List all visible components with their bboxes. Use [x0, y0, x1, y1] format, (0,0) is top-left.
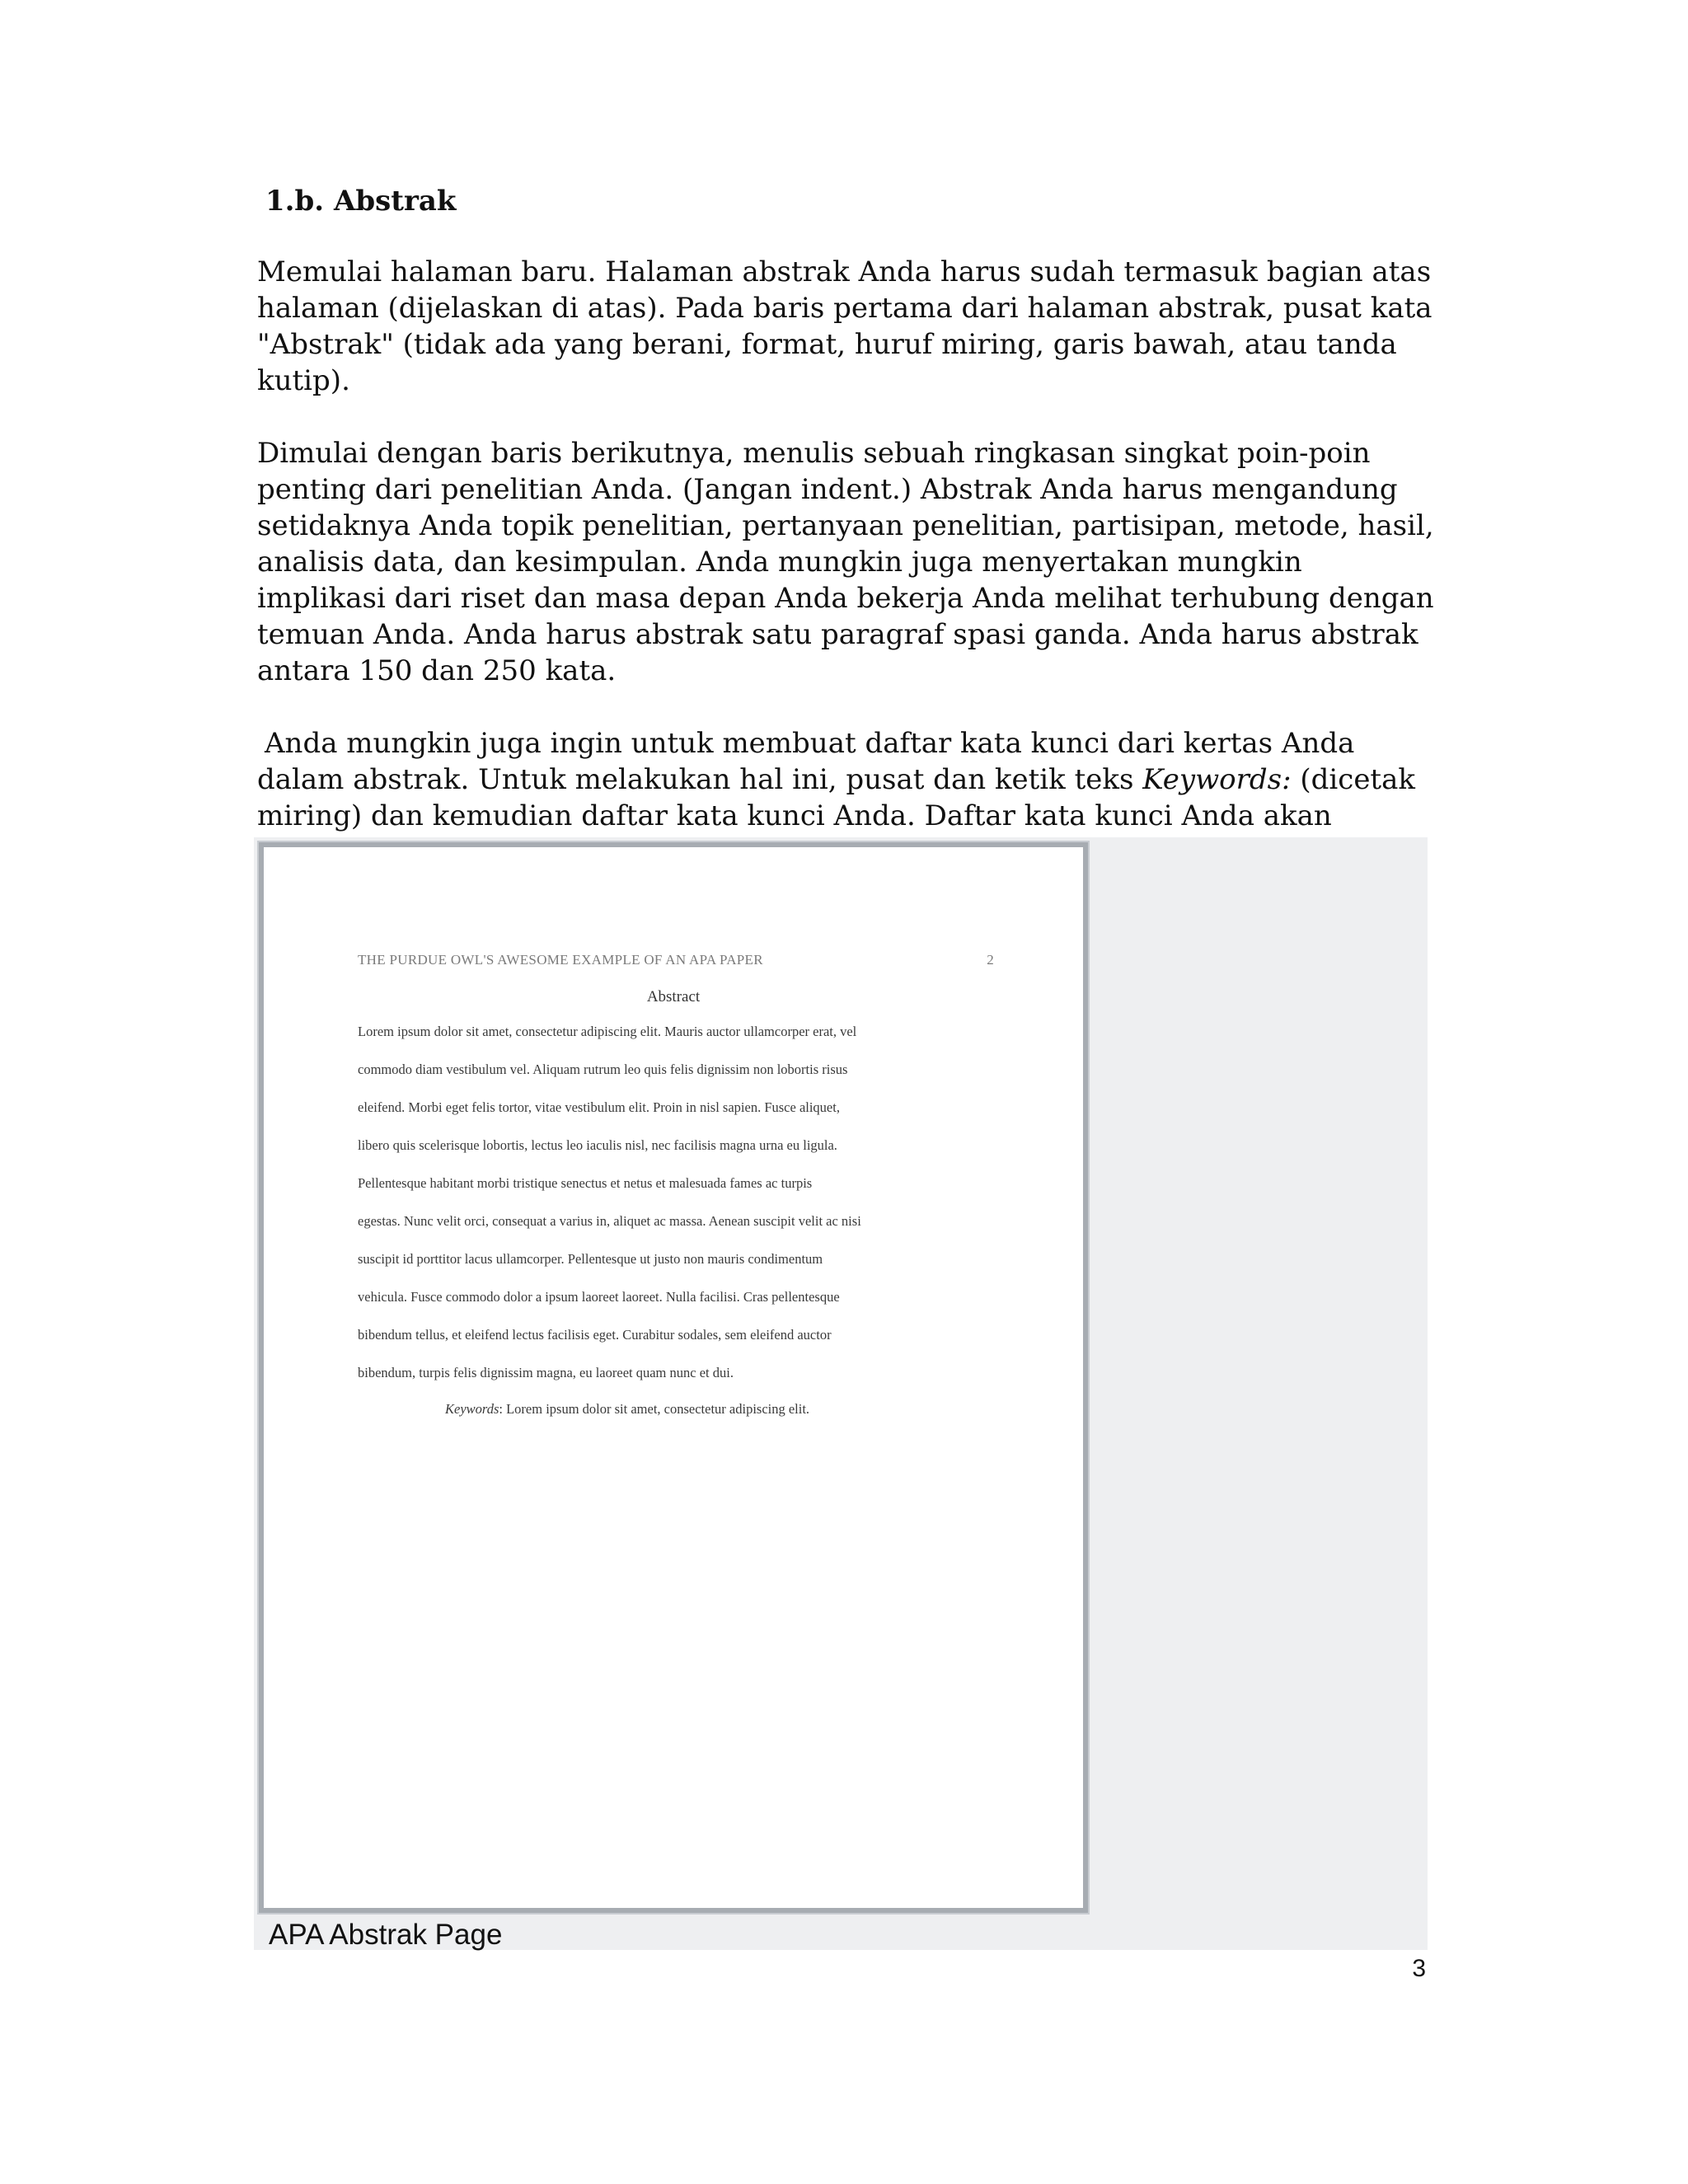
keywords-text: : Lorem ipsum dolor sit amet, consectetur adipiscing elit. [499, 1401, 810, 1417]
figure-frame [257, 841, 1090, 1915]
page-number: 3 [1412, 1955, 1426, 1982]
document-body [257, 183, 1436, 907]
sample-line: suscipit id porttitor lacus ullamcorper. Pellentesque ut justo non mauris condimentum [358, 1251, 823, 1267]
sample-line: eleifend. Morbi eget felis tortor, vitae vestibulum elit. Proin in nisl sapien. Fusce aliquet, [358, 1099, 840, 1115]
sample-line: libero quis scelerisque lobortis, lectus leo iaculis nisl, nec facilisis magna urna eu ligula. [358, 1137, 837, 1153]
sample-line: Pellentesque habitant morbi tristique senectus et netus et malesuada fames ac turpis [358, 1175, 813, 1191]
sample-line: Lorem ipsum dolor sit amet, consectetur adipiscing elit. Mauris auctor ullamcorper erat, vel [358, 1024, 857, 1039]
sample-line: commodo diam vestibulum vel. Aliquam rutrum leo quis felis dignissim non lobortis risus [358, 1062, 848, 1077]
figure-caption: APA Abstrak Page [269, 1919, 503, 1951]
apa-abstract-figure [254, 837, 1428, 1950]
sample-page [264, 847, 1083, 1908]
paragraph-2: Dimulai dengan baris berikutnya, menulis sebuah ringkasan singkat poin-poin penting dari penelitian Anda. (Jangan indent.) Abstrak Anda harus mengandung setidaknya Anda topik penelitian, pertanyaan penelitian, partisipan, metode, hasil, analisis data, dan kesimpulan. Anda mungkin juga menyertakan mungkin implikasi dari riset dan masa depan Anda bekerja Anda melihat terhubung dengan temuan Anda. Anda harus abstrak satu paragraf spasi ganda. Anda harus abstrak antara 150 dan 250 kata. [257, 437, 1434, 687]
paragraph-3-text-a: Anda mungkin juga ingin untuk membuat daftar kata kunci dari kertas Anda dalam abstrak. Untuk melakukan hal ini, pusat dan ketik teks [257, 727, 1355, 796]
paragraph-3-italic: Keywords: [1142, 763, 1292, 796]
paragraph-3-text-b: (dicetak miring) dan kemudian daftar kata kunci Anda. Daftar kata kunci Anda akan [257, 763, 1415, 832]
sample-line: egestas. Nunc velit orci, consequat a varius in, aliquet ac massa. Aenean suscipit velit ac nisi [358, 1213, 861, 1229]
section-heading: 1.b. Abstrak [265, 185, 457, 218]
sample-abstract-title: Abstract [646, 988, 701, 1005]
sample-line: vehicula. Fusce commodo dolor a ipsum laoreet laoreet. Nulla facilisi. Cras pellentesque [358, 1289, 840, 1305]
sample-line: bibendum tellus, et eleifend lectus facilisis eget. Curabitur sodales, sem eleifend auctor [358, 1327, 832, 1343]
keywords-label: Keywords [445, 1401, 499, 1417]
sample-running-head [358, 952, 994, 968]
sample-line: bibendum, turpis felis dignissim magna, eu laoreet quam nunc et dui. [358, 1365, 734, 1380]
running-head-text: THE PURDUE OWL'S AWESOME EXAMPLE OF AN APA PAPER [358, 952, 763, 968]
sample-abstract-body [358, 1024, 1001, 1418]
sample-keywords [445, 1401, 1001, 1418]
sample-page-number: 2 [987, 952, 994, 968]
paragraph-1: Memulai halaman baru. Halaman abstrak Anda harus sudah termasuk bagian atas halaman (dijelaskan di atas). Pada baris pertama dari halaman abstrak, pusat kata "Abstrak" (tidak ada yang berani, format, huruf miring, garis bawah, atau tanda kutip). [257, 255, 1432, 397]
